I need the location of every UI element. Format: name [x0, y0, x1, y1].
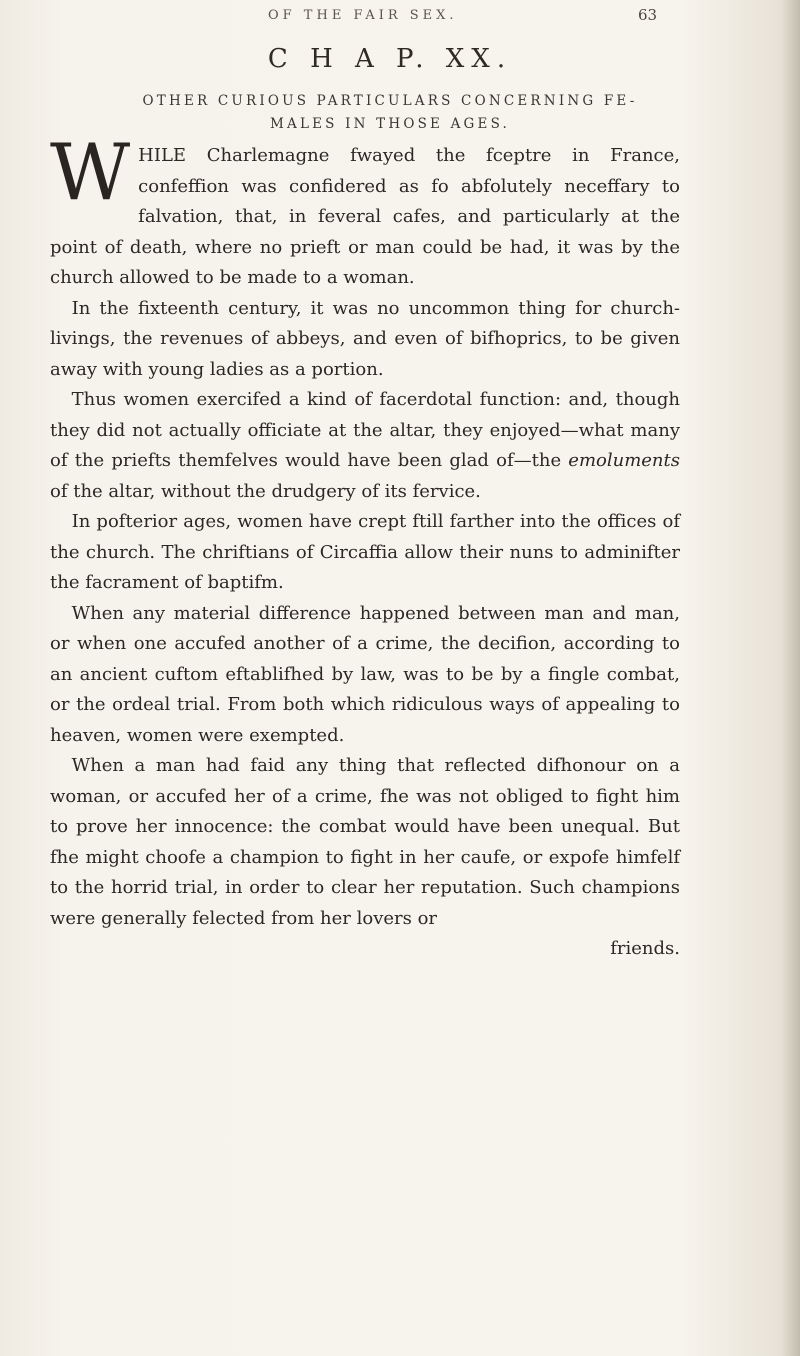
paragraph-3 — [50, 385, 680, 507]
page-number: 63 — [638, 6, 658, 24]
paragraph-1 — [50, 128, 680, 294]
chapter-title: C H A P. XX. — [267, 44, 513, 74]
paragraph-4: In pofterior ages, women have crept ftill farther into the offices of the church. The chriftians of Circaffia allow their nuns to adminifter the facrament of baptifm. — [50, 511, 680, 593]
chapter-subtitle-line-2: MALES IN THOSE AGES. — [269, 116, 511, 132]
chapter-subtitle — [60, 90, 720, 136]
paragraph-6: When a man had faid any thing that reflected difhonour on a woman, or accufed her of a crime, fhe was not obliged to fight him to prove her innocence: the combat would have been unequal. But fhe might choofe a champion to fight in her caufe, or expofe himfelf to the horrid trial, in order to clear her reputation. Such champions were generally felected from her lovers or — [50, 755, 680, 929]
chapter-body — [50, 128, 680, 965]
drop-cap: W — [50, 128, 131, 218]
running-head: OF THE FAIR SEX. — [268, 8, 458, 23]
emphasis-emoluments: emoluments — [568, 450, 680, 471]
paragraph-5: When any material difference happened between man and man, or when one accufed another of a crime, the decifion, according to an ancient cuftom eftablifhed by law, was to be by a fingle combat, or the ordeal trial. From both which ridiculous ways of appealing to heaven, women were exempted. — [50, 602, 680, 746]
page-edge-shadow — [782, 0, 800, 1356]
chapter-subtitle-line-1: OTHER CURIOUS PARTICULARS CONCERNING FE- — [142, 93, 638, 109]
paragraph-2: In the fixteenth century, it was no uncommon thing for church-livings, the revenues of abbeys, and even of bifhoprics, to be given away with young ladies as a portion. — [50, 297, 680, 380]
paragraph-1-text: HILE Charlemagne fwayed the fceptre in France, confeffion was confidered as fo abfolutely neceffary to falvation, that, in feveral cafes, and particularly at the point of death, where no prieft or man could be had, it was by the church allowed to be made to a woman. — [50, 145, 680, 288]
paragraph-3-text-before: Thus women exercifed a kind of facerdotal function: and, though they did not actually officiate at the altar, they enjoyed—what many of the priefts themfelves would have been glad of—the — [50, 389, 680, 471]
paragraph-6-last-word: friends. — [610, 938, 680, 959]
paragraph-3-text-after: of the altar, without the drudgery of its fervice. — [50, 480, 481, 502]
